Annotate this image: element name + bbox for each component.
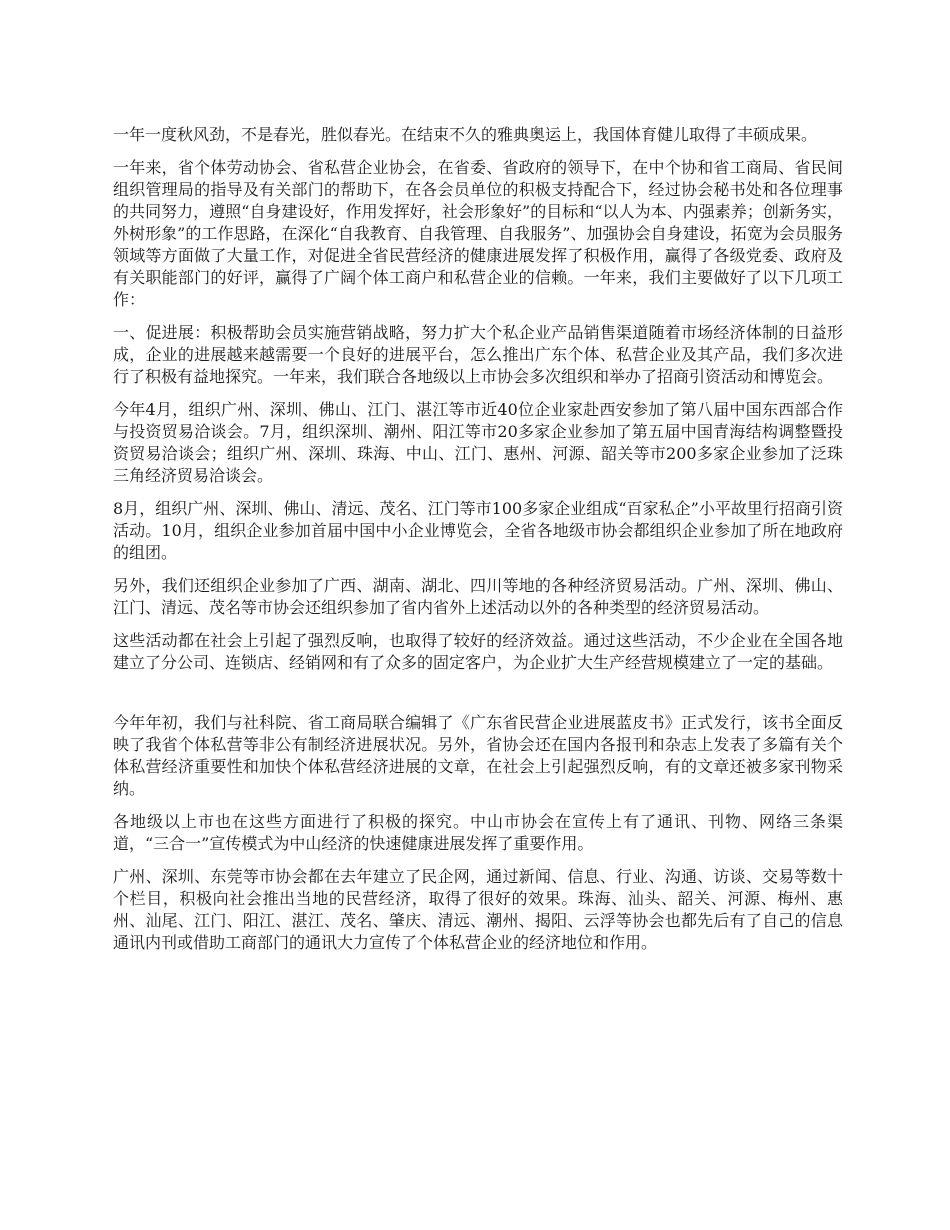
document-body bbox=[113, 124, 843, 965]
paragraph-overview: 一年来，省个体劳动协会、省私营企业协会，在省委、省政府的领导下，在中个协和省工商局、省民间组织管理局的指导及有关部门的帮助下，在各会员单位的积极支持配合下，经过协会秘书处和各位理事的共同努力，遵照“自身建设好，作用发挥好，社会形象好”的目标和“以人为本、内强素养；创新务实，外树形象”的工作思路，在深化“自我教育、自我管理、自我服务”、加强协会自身建设，拓宽为会员服务领域等方面做了大量工作，对促进全省民营经济的健康进展发挥了积极作用，赢得了各级党委、政府及有关职能部门的好评，赢得了广阔个体工商户和私营企业的信赖。一年来，我们主要做好了以下几项工作： bbox=[113, 158, 843, 309]
paragraph-bluebook: 今年年初，我们与社科院、省工商局联合编辑了《广东省民营企业进展蓝皮书》正式发行，该书全面反映了我省个体私营等非公有制经济进展状况。另外，省协会还在国内各报刊和杂志上发表了多篇有关个体私营经济重要性和加快个体私营经济进展的文章，在社会上引起强烈反响，有的文章还被多家刊物采纳。 bbox=[113, 713, 843, 798]
paragraph-section-one: 一、促进展：积极帮助会员实施营销战略，努力扩大个私企业产品销售渠道随着市场经济体制的日益形成，企业的进展越来越需要一个良好的进展平台，怎么推出广东个体、私营企业及其产品，我们多次进行了积极有益地探究。一年来，我们联合各地级以上市协会多次组织和举办了招商引资活动和博览会。 bbox=[113, 323, 843, 386]
paragraph-opening: 一年一度秋风劲，不是春光，胜似春光。在结束不久的雅典奥运上，我国体育健儿取得了丰硕成果。 bbox=[113, 125, 818, 144]
paragraph-april-july: 今年4月，组织广州、深圳、佛山、江门、湛江等市近40位企业家赴西安参加了第八届中国东西部合作与投资贸易洽谈会。7月，组织深圳、潮州、阳江等市20多家企业参加了第五届中国青海结构调整暨投资贸易洽谈会；组织广州、深圳、珠海、中山、江门、惠州、河源、韶关等市200多家企业参加了泛珠三角经济贸易洽谈会。 bbox=[113, 400, 843, 485]
paragraph-august-october: 8月，组织广州、深圳、佛山、清远、茂名、江门等市100多家企业组成“百家私企”小平故里行招商引资活动。10月，组织企业参加首届中国中小企业博览会，全省各地级市协会都组织企业参加了所在地政府的组团。 bbox=[113, 499, 843, 562]
paragraph-zhongshan: 各地级以上市也在这些方面进行了积极的探究。中山市协会在宣传上有了通讯、刊物、网络三条渠道，“三合一”宣传模式为中山经济的快速健康进展发挥了重要作用。 bbox=[113, 812, 843, 853]
paragraph-effects: 这些活动都在社会上引起了强烈反响，也取得了较好的经济效益。通过这些活动，不少企业在全国各地建立了分公司、连锁店、经销网和有了众多的固定客户，为企业扩大生产经营规模建立了一定的基础。 bbox=[113, 631, 843, 672]
paragraph-websites: 广州、深圳、东莞等市协会都在去年建立了民企网，通过新闻、信息、行业、沟通、访谈、交易等数十个栏目，积极向社会推出当地的民营经济，取得了很好的效果。珠海、汕头、韶关、河源、梅州、惠州、汕尾、江门、阳江、湛江、茂名、肇庆、清远、潮州、揭阳、云浮等协会也都先后有了自己的信息通讯内刊或借助工商部门的通讯大力宣传了个体私营企业的经济地位和作用。 bbox=[113, 867, 843, 952]
paragraph-other-activities: 另外，我们还组织企业参加了广西、湖南、湖北、四川等地的各种经济贸易活动。广州、深圳、佛山、江门、清远、茂名等市协会还组织参加了省内省外上述活动以外的各种类型的经济贸易活动。 bbox=[113, 576, 843, 617]
